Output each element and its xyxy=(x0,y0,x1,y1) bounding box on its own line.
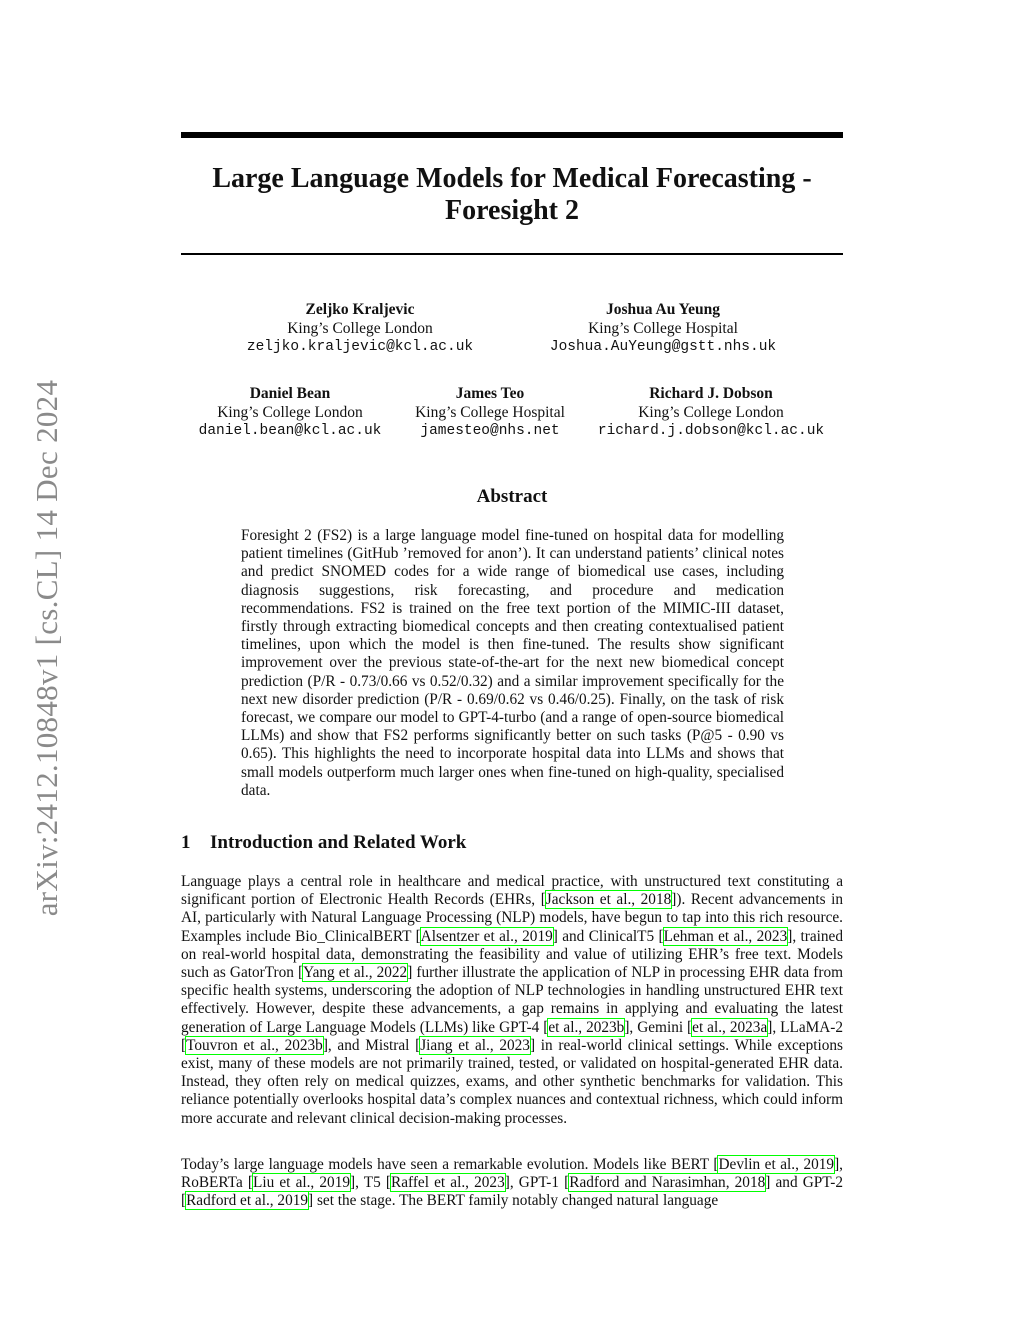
citation-link[interactable]: Radford et al., 2019 xyxy=(186,1192,309,1210)
paper-title xyxy=(181,163,843,227)
paragraph-text: ]). Recent advancements in AI, particularly with Natural Language Processing (NLP) models, have begun to tap into this rich resource. Examples include Bio_ClinicalBERT [ xyxy=(181,891,843,945)
author-affiliation: King’s College Hospital xyxy=(588,320,738,337)
paragraph-text: Today’s large language models have seen a remarkable evolution. Models like BERT [ xyxy=(181,1156,719,1173)
citation-link[interactable]: Jackson et al., 2018 xyxy=(545,891,672,909)
section-heading xyxy=(181,832,466,854)
paragraph-text: ] and GPT-2 [ xyxy=(181,1174,843,1210)
body-paragraph xyxy=(181,873,843,1128)
author-affiliation: King’s College London xyxy=(638,404,784,421)
body-paragraph xyxy=(181,1156,843,1211)
arxiv-identifier-stamp: arXiv:2412.10848v1 [cs.CL] 14 Dec 2024 xyxy=(29,379,64,917)
abstract-text: Foresight 2 (FS2) is a large language model fine-tuned on hospital data for modelling patient timelines (GitHub ’removed for anon’). It can understand patients’ clinical notes and predict SNOMED codes for a wide range of biomedical use cases, including diagnosis suggestions, risk forecasting, and procedure and medication recommendations. FS2 is trained on the free text portion of the MIMIC-III dataset, firstly through extracting biomedical concepts and then creating contextualised patient timelines, upon which the model is then fine-tuned. The results show significant improvement over the previous state-of-the-art for the next new biomedical concept prediction (P/R - 0.73/0.66 vs 0.52/0.32) and a similar improvement specifically for the next new disorder prediction (P/R - 0.69/0.62 vs 0.46/0.25). Finally, on the task of risk forecast, we compare our model to GPT-4-turbo (and a range of open-source biomedical LLMs) and show that FS2 performs significantly better on such tasks (P@5 - 0.90 vs 0.65). This highlights the need to incorporate hospital data into LLMs and shows that small models outperform much larger ones when fine-tuned on high-quality, specialised data. xyxy=(241,527,784,799)
author-affiliation: King’s College London xyxy=(217,404,363,421)
paper-title-line-1: Large Language Models for Medical Forecasting - xyxy=(212,163,812,194)
paper-title-line-2: Foresight 2 xyxy=(444,195,580,226)
paragraph-text: ] in real-world clinical settings. While exceptions exist, many of these models are not primarily trained, tested, or validated on hospital-generated EHR data. Instead, they often rely on medical quizzes, exams, and other synthetic benchmarks for validation. This reliance potentially overlooks hospital data’s complex nuances and contextual richness, which could inform more accurate and relevant clinical decision-making processes. xyxy=(181,1036,843,1127)
author-block xyxy=(247,300,473,357)
title-top-rule xyxy=(181,132,843,138)
citation-link[interactable]: Jiang et al., 2023 xyxy=(420,1036,530,1054)
section-number: 1 xyxy=(181,832,191,853)
paragraph-text: ], RoBERTa [ xyxy=(181,1156,843,1192)
citation-link[interactable]: Alsentzer et al., 2019 xyxy=(420,927,553,945)
title-bottom-rule xyxy=(181,253,843,255)
paragraph-text: ], trained on real-world hospital data, demonstrating the feasibility and value of utilizing EHR’s free text. Models such as GatorTron [ xyxy=(181,927,843,982)
paragraph-text: ], T5 [ xyxy=(350,1174,392,1192)
paragraph-text: ] and ClinicalT5 [ xyxy=(552,927,664,945)
citation-link[interactable]: Radford and Narasimhan, 2018 xyxy=(569,1174,766,1192)
paragraph-text: ], Gemini [ xyxy=(624,1018,693,1036)
author-name: Richard J. Dobson xyxy=(649,385,773,402)
citation-link[interactable]: Raffel et al., 2023 xyxy=(391,1174,505,1192)
author-affiliation: King’s College Hospital xyxy=(415,404,565,421)
author-name: Joshua Au Yeung xyxy=(605,301,720,318)
citation-link[interactable]: et al., 2023a xyxy=(692,1018,768,1036)
citation-link[interactable]: et al., 2023b xyxy=(548,1018,625,1036)
author-email[interactable]: Joshua.AuYeung@gstt.nhs.uk xyxy=(549,339,777,355)
abstract-heading: Abstract xyxy=(476,486,548,507)
citation-link[interactable]: Devlin et al., 2019 xyxy=(718,1156,835,1173)
author-email[interactable]: zeljko.kraljevic@kcl.ac.uk xyxy=(246,339,474,355)
paragraph-text: ] further illustrate the application of NLP in processing EHR data from specific health systems, underscoring the adoption of NLP technologies in handling unstructured EHR text effectively. However, despite these advancements, a gap remains in applying and evaluating the latest generation of Large Language Models (LLMs) like GPT-4 [ xyxy=(181,964,844,1036)
paragraph-text: ], LLaMA-2 [ xyxy=(181,1018,843,1054)
author-email[interactable]: daniel.bean@kcl.ac.uk xyxy=(198,423,382,439)
author-affiliation: King’s College London xyxy=(287,320,433,337)
paragraph-text: ] set the stage. The BERT family notably changed natural language xyxy=(308,1192,719,1210)
author-block xyxy=(199,384,382,441)
author-name: James Teo xyxy=(455,385,525,402)
citation-link[interactable]: Liu et al., 2019 xyxy=(253,1174,350,1192)
author-name: Zeljko Kraljevic xyxy=(305,301,415,318)
paragraph-text: ], GPT-1 [ xyxy=(504,1174,570,1192)
author-name: Daniel Bean xyxy=(249,385,331,402)
citation-link[interactable]: Touvron et al., 2023b xyxy=(186,1036,323,1054)
author-block xyxy=(550,300,776,357)
author-email[interactable]: jamesteo@nhs.net xyxy=(420,423,560,439)
paragraph-text: Language plays a central role in healthcare and medical practice, with unstructured text constituting a significant portion of Electronic Health Records (EHRs, [ xyxy=(181,873,843,909)
paragraph-text: ], and Mistral [ xyxy=(322,1036,421,1054)
author-email[interactable]: richard.j.dobson@kcl.ac.uk xyxy=(597,423,825,439)
section-title: Introduction and Related Work xyxy=(210,832,467,853)
author-block xyxy=(415,384,565,441)
author-block xyxy=(598,384,824,441)
citation-link[interactable]: Lehman et al., 2023 xyxy=(663,927,788,945)
citation-link[interactable]: Yang et al., 2022 xyxy=(303,964,408,982)
